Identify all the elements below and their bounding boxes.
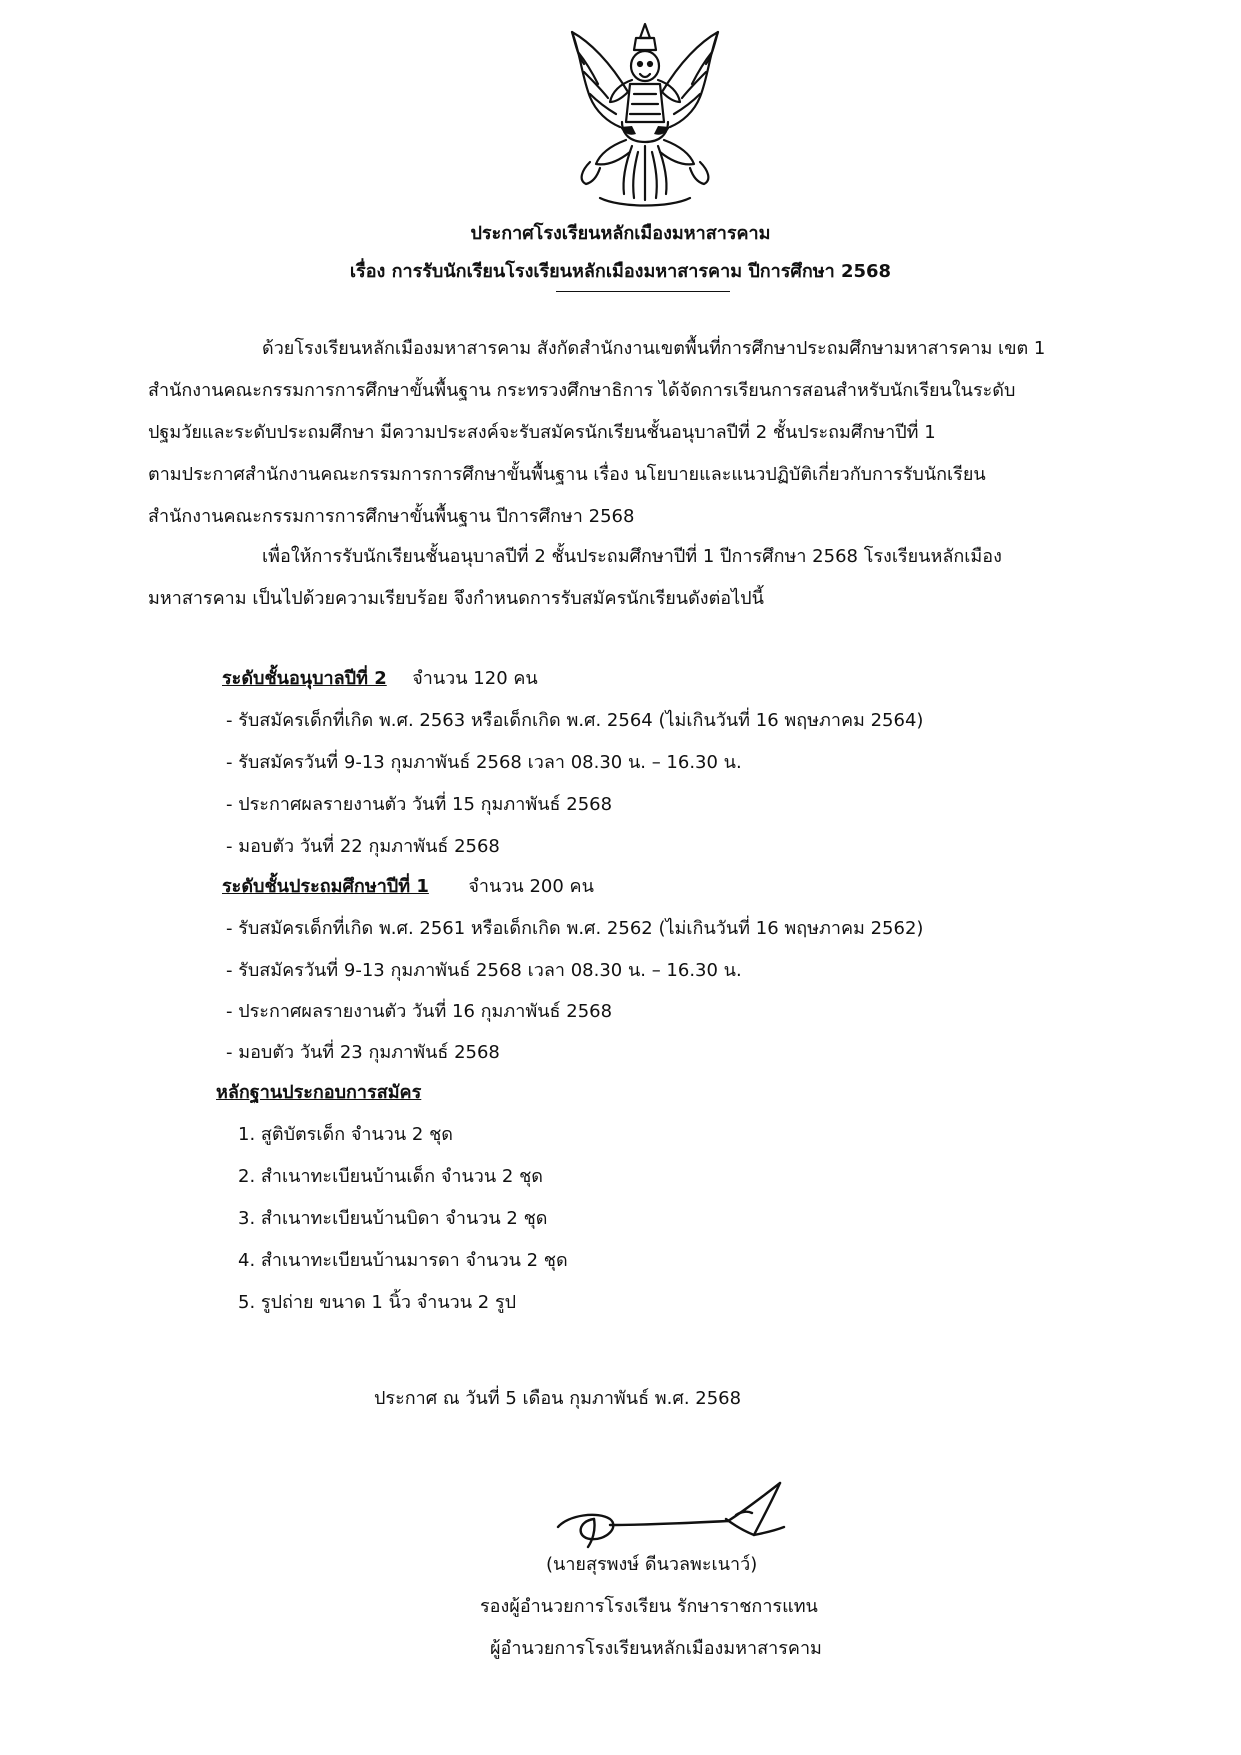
kindergarten-heading-row (222, 670, 538, 688)
signature-icon (548, 1475, 808, 1565)
primary-count: จำนวน 200 คน (468, 876, 594, 897)
document-item: 1. สูติบัตรเด็ก จำนวน 2 ชุด (238, 1124, 453, 1145)
kindergarten-item: - มอบตัว วันที่ 22 กุมภาพันธ์ 2568 (226, 836, 500, 857)
signer-position-2: ผู้อำนวยการโรงเรียนหลักเมืองมหาสารคาม (490, 1638, 822, 1659)
kindergarten-item: - ประกาศผลรายงานตัว วันที่ 15 กุมภาพันธ์ 2568 (226, 794, 613, 815)
primary-item: - รับสมัครวันที่ 9-13 กุมภาพันธ์ 2568 เวลา 08.30 น. – 16.30 น. (226, 960, 742, 981)
intro-line: สำนักงานคณะกรรมการการศึกษาขั้นพื้นฐาน ปีการศึกษา 2568 (148, 506, 635, 527)
kindergarten-heading: ระดับชั้นอนุบาลปีที่ 2 (222, 668, 387, 689)
primary-heading: ระดับชั้นประถมศึกษาปีที่ 1 (222, 876, 429, 897)
kindergarten-count: จำนวน 120 คน (412, 668, 538, 689)
announcement-subject: เรื่อง การรับนักเรียนโรงเรียนหลักเมืองมหาสารคาม ปีการศึกษา 2568 (349, 261, 892, 282)
kindergarten-item: - รับสมัครเด็กที่เกิด พ.ศ. 2563 หรือเด็กเกิด พ.ศ. 2564 (ไม่เกินวันที่ 16 พฤษภาคม 2564) (226, 710, 924, 731)
document-item: 4. สำเนาทะเบียนบ้านมารดา จำนวน 2 ชุด (238, 1250, 568, 1271)
intro-line: ตามประกาศสำนักงานคณะกรรมการการศึกษาขั้นพื้นฐาน เรื่อง นโยบายและแนวปฏิบัติเกี่ยวกับการรับนักเรียน (148, 464, 986, 485)
announcement-title: ประกาศโรงเรียนหลักเมืองมหาสารคาม (470, 223, 771, 244)
document-item: 2. สำเนาทะเบียนบ้านเด็ก จำนวน 2 ชุด (238, 1166, 543, 1187)
announce-date: ประกาศ ณ วันที่ 5 เดือน กุมภาพันธ์ พ.ศ. 2568 (374, 1388, 742, 1409)
primary-item: - รับสมัครเด็กที่เกิด พ.ศ. 2561 หรือเด็กเกิด พ.ศ. 2562 (ไม่เกินวันที่ 16 พฤษภาคม 2562) (226, 918, 924, 939)
document-item: 5. รูปถ่าย ขนาด 1 นิ้ว จำนวน 2 รูป (238, 1292, 517, 1313)
documents-heading: หลักฐานประกอบการสมัคร (216, 1082, 422, 1103)
primary-item: - ประกาศผลรายงานตัว วันที่ 16 กุมภาพันธ์ 2568 (226, 1001, 613, 1022)
signer-name: (นายสุรพงษ์ ดีนวลพะเนาว์) (546, 1554, 758, 1575)
signer-position-1: รองผู้อำนวยการโรงเรียน รักษาราชการแทน (480, 1596, 818, 1617)
primary-heading-row (222, 878, 594, 896)
document-item: 3. สำเนาทะเบียนบ้านบิดา จำนวน 2 ชุด (238, 1208, 548, 1229)
garuda-emblem-icon (560, 22, 730, 212)
intro-line: ปฐมวัยและระดับประถมศึกษา มีความประสงค์จะรับสมัครนักเรียนชั้นอนุบาลปีที่ 2 ชั้นประถมศึกษาปีที่ 1 (148, 422, 936, 443)
kindergarten-item: - รับสมัครวันที่ 9-13 กุมภาพันธ์ 2568 เวลา 08.30 น. – 16.30 น. (226, 752, 742, 773)
intro-line: สำนักงานคณะกรรมการการศึกษาขั้นพื้นฐาน กระทรวงศึกษาธิการ ได้จัดการเรียนการสอนสำหรับนักเรียนในระดับ (148, 380, 1016, 401)
title-divider (556, 291, 730, 292)
intro-line: ด้วยโรงเรียนหลักเมืองมหาสารคาม สังกัดสำนักงานเขตพื้นที่การศึกษาประถมศึกษามหาสารคาม เขต 1 (262, 338, 1046, 359)
primary-item: - มอบตัว วันที่ 23 กุมภาพันธ์ 2568 (226, 1042, 500, 1063)
intro-line: มหาสารคาม เป็นไปด้วยความเรียบร้อย จึงกำหนดการรับสมัครนักเรียนดังต่อไปนี้ (148, 588, 764, 609)
intro-line: เพื่อให้การรับนักเรียนชั้นอนุบาลปีที่ 2 ชั้นประถมศึกษาปีที่ 1 ปีการศึกษา 2568 โรงเรียนหลักเมือง (262, 546, 1002, 567)
